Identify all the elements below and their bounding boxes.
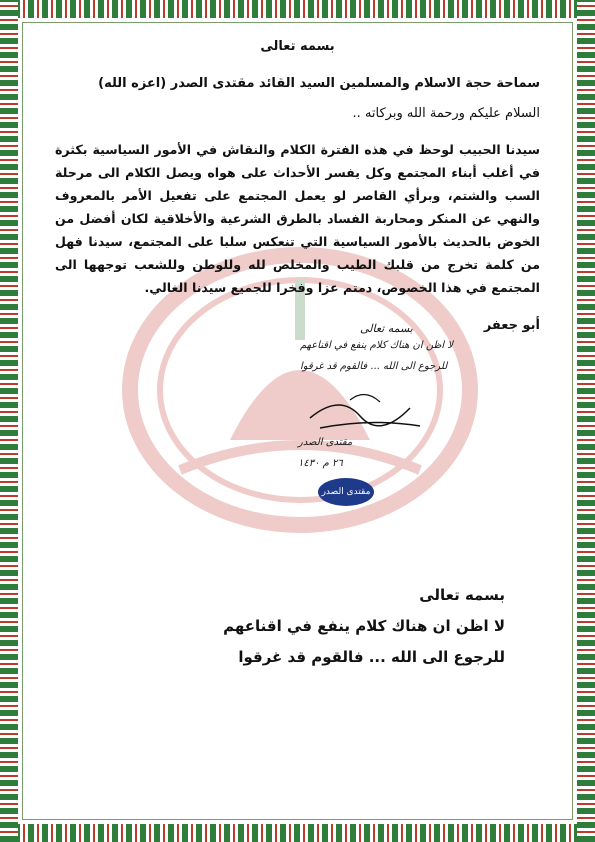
handwritten-line-2: للرجوع الى الله ... فالقوم قد غرقوا: [300, 361, 448, 372]
decorative-border-left: [0, 0, 18, 842]
decorative-border-bottom: [0, 824, 595, 842]
handwritten-heading: بسمه تعالى: [360, 322, 413, 335]
letter-body: سيدنا الحبيب لوحظ في هذه الفترة الكلام والنقاش في الأمور السياسية بكثرة في أغلب أبناء المجتمع وكل يفسر الأحداث على هواه ويصل الكلام الى مرحلة السب والشتم، وبرأي القاصر لو يعمل المجتمع على تفعيل الأمر بالمعروف والنهي عن المنكر ومحاربة الفساد بالطرق الشرعية والأخلاقية لكان أفضل من الخوض بالحديث بالأمور السياسية التي تنعكس سلبا على المجتمع، سيدنا فهل من كلمة تخرج من قلبك الطيب والمخلص لله وللوطن وللشعب توجهها الى المجتمع في هذا الخصوص، دمتم عزا وفخرا للجميع سيدنا الغالي.: [55, 142, 540, 295]
handwritten-line-1: لا اظن ان هناك كلام ينفع في اقناعهم: [300, 340, 454, 351]
signer-name: أبو جعفر: [483, 318, 540, 333]
transcript-line-1: بسمه تعالى: [419, 586, 505, 604]
handwritten-signature: [300, 388, 430, 438]
signature-name: مقتدى الصدر: [298, 437, 353, 448]
transcript-line-3: للرجوع الى الله ... فالقوم قد غرقوا: [238, 648, 505, 666]
signature-date: ٢٦ م ١٤٣٠: [298, 458, 343, 469]
official-seal: مقتدى الصدر: [318, 478, 374, 506]
decorative-border-top: [0, 0, 595, 18]
letter-heading: بسمه تعالى: [260, 39, 335, 54]
decorative-border-right: [577, 0, 595, 842]
addressee-line: سماحة حجة الاسلام والمسلمين السيد القائد مقتدى الصدر (اعزه الله): [98, 76, 540, 91]
greeting-line: السلام عليكم ورحمة الله وبركاته ..: [352, 106, 540, 121]
typed-transcript: [223, 580, 505, 673]
transcript-line-2: لا اظن ان هناك كلام ينفع في اقناعهم: [223, 617, 505, 635]
